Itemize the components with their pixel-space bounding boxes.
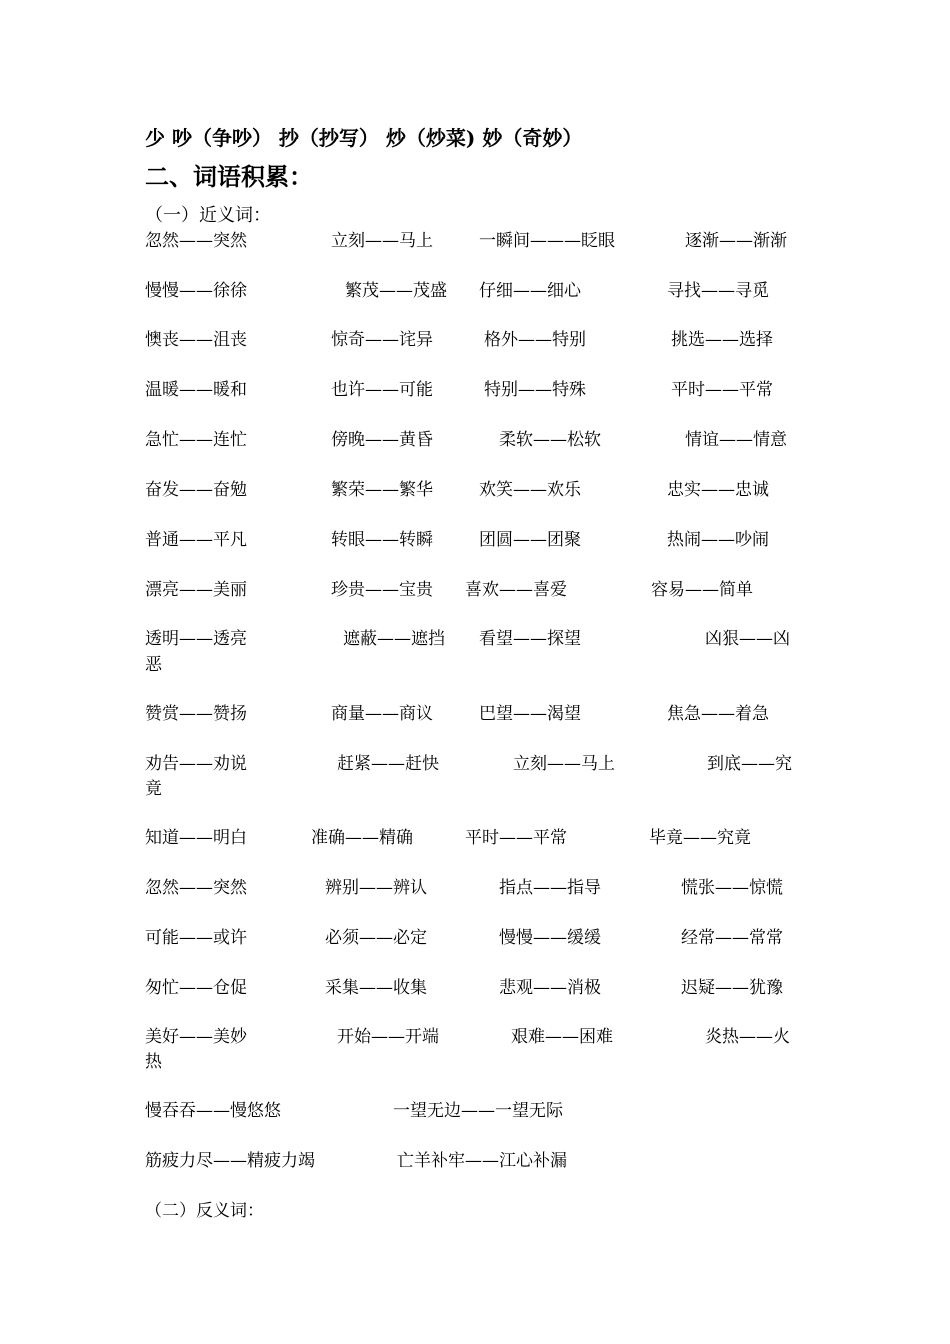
synonym-row [145,375,815,399]
synonym-pair: 欢笑——欢乐 [479,480,581,500]
synonym-pair: 焦急——着急 [667,704,769,724]
character-list-line: 少 吵（争吵） 抄（抄写） 炒（炒菜) 妙（奇妙） [145,126,583,150]
synonym-pair: 傍晚——黄昏 [331,430,433,450]
synonym-pair: 遮蔽——遮挡 [343,629,445,649]
synonym-pair: 忽然——突然 [145,231,247,251]
synonyms-heading: （一）近义词： [145,205,271,226]
synonym-pair: 劝告——劝说 [145,754,247,774]
synonym-pair: 忠实——忠诚 [667,480,769,500]
synonym-pair: 惊奇——诧异 [331,330,433,350]
synonym-pair: 可能——或许 [145,928,247,948]
synonym-pair: 慢慢——缓缓 [499,928,601,948]
synonym-row [145,823,815,847]
synonym-wrap-char: 恶 [145,655,162,675]
synonym-row [145,699,815,723]
synonym-pair: 团圆——团聚 [479,530,581,550]
synonym-pair: 繁荣——繁华 [331,480,433,500]
synonym-pair: 赶紧——赶快 [337,754,439,774]
synonym-pair: 亡羊补牢——江心补漏 [397,1151,567,1171]
synonym-pair: 匆忙——仓促 [145,978,247,998]
synonym-wrap-char: 竟 [145,779,162,799]
synonym-row-long [145,1146,815,1170]
synonym-pair: 炎热——火 [705,1027,790,1047]
synonym-pair: 慢慢——徐徐 [145,281,247,301]
synonym-pair: 一望无边——一望无际 [393,1101,563,1121]
synonym-pair: 特别——特殊 [484,380,586,400]
synonym-row [145,1022,815,1046]
synonym-pair: 慌张——惊慌 [681,878,783,898]
synonym-pair: 逐渐——渐渐 [685,231,787,251]
synonym-pair: 普通——平凡 [145,530,247,550]
synonym-row [145,525,815,549]
synonym-pair: 毕竟——究竟 [649,828,751,848]
synonym-row [145,973,815,997]
synonym-pair: 立刻——马上 [331,231,433,251]
synonym-row-long [145,1096,815,1120]
synonym-pair: 情谊——情意 [685,430,787,450]
synonym-row [145,276,815,300]
synonym-pair: 透明——透亮 [145,629,247,649]
synonym-row [145,873,815,897]
synonym-pair: 开始——开端 [337,1027,439,1047]
synonym-pair: 指点——指导 [499,878,601,898]
synonym-pair: 巴望——渴望 [479,704,581,724]
synonym-pair: 筋疲力尽——精疲力竭 [145,1151,315,1171]
synonym-pair: 繁茂——茂盛 [345,281,447,301]
synonym-row [145,226,815,250]
synonym-pair: 平时——平常 [465,828,567,848]
synonym-row [145,475,815,499]
synonym-pair: 立刻——马上 [513,754,615,774]
synonym-pair: 看望——探望 [479,629,581,649]
synonym-pair: 热闹——吵闹 [667,530,769,550]
antonyms-heading: （二）反义词： [145,1201,264,1221]
synonym-pair: 慢吞吞——慢悠悠 [145,1101,281,1121]
synonym-pair: 美好——美妙 [145,1027,247,1047]
synonym-pair: 格外——特别 [484,330,586,350]
synonym-pair: 经常——常常 [681,928,783,948]
synonym-pair: 平时——平常 [671,380,773,400]
synonym-pair: 挑选——选择 [671,330,773,350]
synonym-pair: 容易——简单 [651,580,753,600]
synonym-pair: 赞赏——赞扬 [145,704,247,724]
synonym-pair: 急忙——连忙 [145,430,247,450]
section-title: 二、词语积累： [145,162,313,191]
synonym-pair: 仔细——细心 [479,281,581,301]
synonym-pair: 懊丧——沮丧 [145,330,247,350]
synonym-pair: 也许——可能 [331,380,433,400]
synonym-pair: 温暖——暖和 [145,380,247,400]
synonym-row [145,575,815,599]
synonym-pair: 准确——精确 [311,828,413,848]
synonym-pair: 柔软——松软 [499,430,601,450]
synonym-pair: 漂亮——美丽 [145,580,247,600]
synonym-pair: 商量——商议 [331,704,433,724]
synonym-pair: 一瞬间———眨眼 [479,231,615,251]
synonym-pair: 忽然——突然 [145,878,247,898]
synonym-wrap-char: 热 [145,1052,162,1072]
synonym-pair: 悲观——消极 [499,978,601,998]
synonym-pair: 知道——明白 [145,828,247,848]
synonym-pair: 喜欢——喜爱 [465,580,567,600]
synonym-row [145,325,815,349]
synonym-pair: 辨别——辨认 [325,878,427,898]
synonym-row [145,425,815,449]
synonym-pair: 必须——必定 [325,928,427,948]
synonym-pair: 奋发——奋勉 [145,480,247,500]
synonym-row [145,749,815,773]
synonym-row [145,624,815,648]
synonym-pair: 采集——收集 [325,978,427,998]
synonym-pair: 珍贵——宝贵 [331,580,433,600]
synonym-pair: 到底——究 [707,754,792,774]
synonym-pair: 迟疑——犹豫 [681,978,783,998]
synonym-row [145,923,815,947]
synonym-pair: 艰难——困难 [511,1027,613,1047]
synonym-pair: 转眼——转瞬 [331,530,433,550]
synonym-pair: 凶狠——凶 [705,629,790,649]
synonym-pair: 寻找——寻觅 [667,281,769,301]
